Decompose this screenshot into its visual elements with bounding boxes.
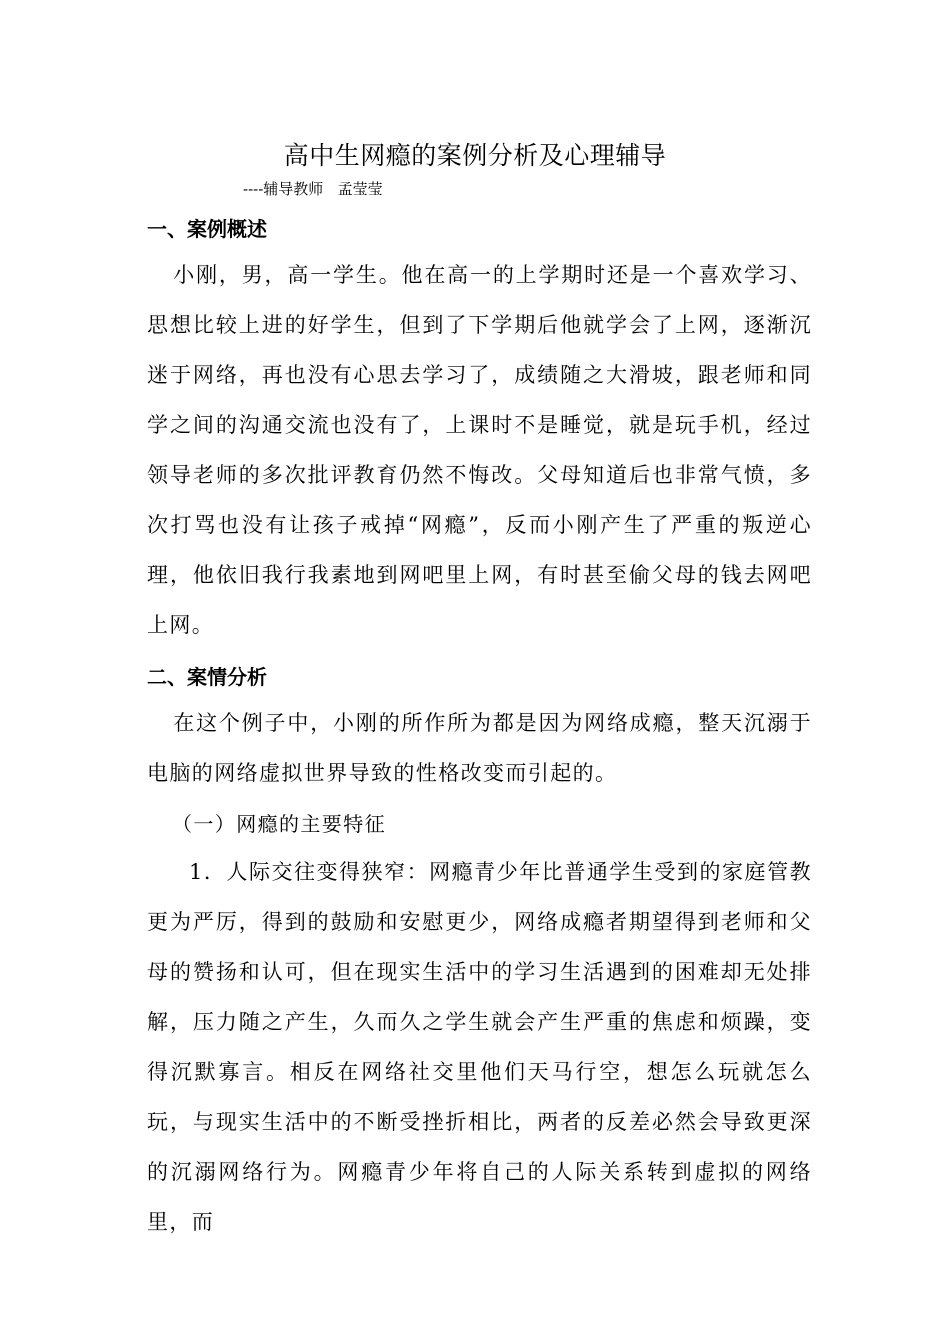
case-overview-paragraph: 小刚，男，高一学生。他在高一的上学期时还是一个喜欢学习、思想比较上进的好学生，但到了下学期后他就学会了上网，逐渐沉迷于网络，再也没有心思去学习了，成绩随之大滑坡，跟老师和同学之间的沟通交流也没有了，上课时不是睡觉，就是玩手机，经过领导老师的多次批评教育仍然不悔改。父母知道后也非常气愤，多次打骂也没有让孩子戒掉“网瘾”，反而小刚产生了严重的叛逆心理，他依旧我行我素地到网吧里上网，有时甚至偷父母的钱去网吧上网。 bbox=[147, 263, 812, 637]
feature-point-1-paragraph: 1．人际交往变得狭窄：网瘾青少年比普通学生受到的家庭管教更为严厉，得到的鼓励和安慰更少，网络成瘾者期望得到老师和父母的赞扬和认可，但在现实生活中的学习生活遇到的困难却无处排解，压力随之产生，久而久之学生就会产生严重的焦虑和烦躁，变得沉默寡言。相反在网络社交里他们天马行空，想怎么玩就怎么玩，与现实生活中的不断受挫折相比，两者的反差必然会导致更深的沉溺网络行为。网瘾青少年将自己的人际关系转到虚拟的网络里，而 bbox=[147, 860, 812, 1234]
case-analysis-paragraph: 在这个例子中，小刚的所作所为都是因为网络成瘾，整天沉溺于电脑的网络虚拟世界导致的性格改变而引起的。 bbox=[147, 711, 812, 785]
case-analysis-body bbox=[147, 698, 812, 798]
case-overview-body bbox=[147, 250, 812, 650]
document-title: 高中生网瘾的案例分析及心理辅导 bbox=[283, 141, 667, 170]
section-heading-case-analysis: 二、案情分析 bbox=[147, 665, 267, 689]
section-heading-case-overview: 一、案例概述 bbox=[147, 217, 267, 241]
author-byline: ----辅导教师 孟莹莹 bbox=[243, 180, 383, 198]
subheading-main-features: （一）网瘾的主要特征 bbox=[172, 812, 386, 836]
main-features-body bbox=[147, 847, 812, 1247]
